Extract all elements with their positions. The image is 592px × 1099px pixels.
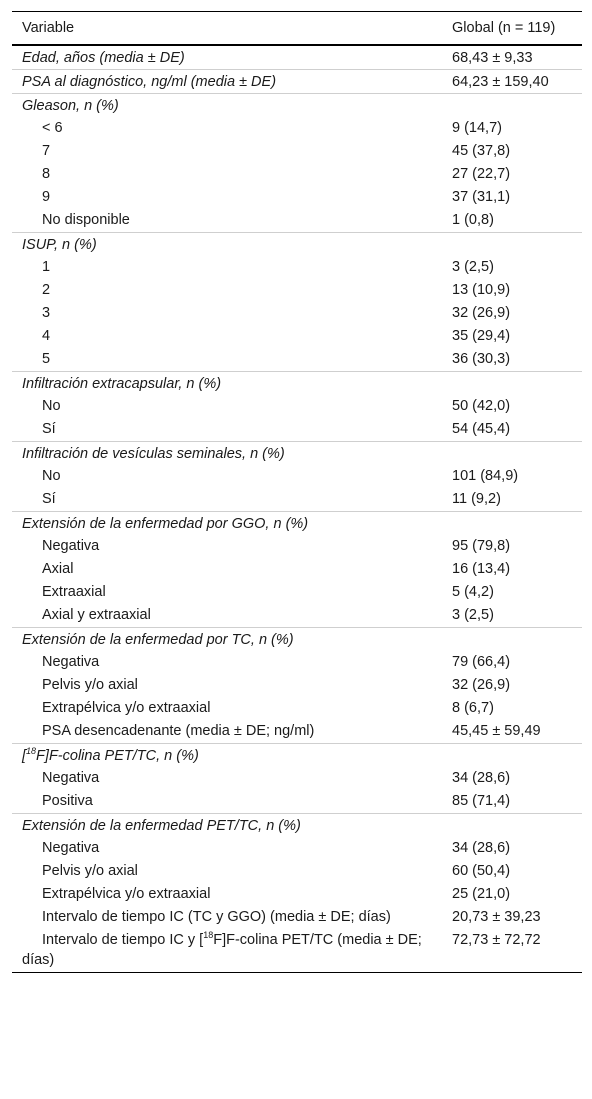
table-row (12, 767, 582, 790)
row-label: Negativa (42, 840, 100, 856)
row-value: 95 (79,8) (452, 538, 511, 554)
header-global: Global (n = 119) (452, 20, 556, 36)
row-value: 8 (6,7) (452, 700, 494, 716)
row-value (440, 630, 582, 650)
row-value: 64,23 ± 159,40 (452, 74, 549, 90)
row-label: 9 (42, 189, 51, 205)
table-row (12, 302, 582, 325)
row-value (440, 514, 582, 534)
row-value (440, 235, 582, 255)
row-value (440, 816, 582, 836)
row-label: Extensión de la enfermedad por TC, n (%) (22, 632, 294, 648)
table-row (12, 117, 582, 140)
table-row (12, 674, 582, 697)
table-row (12, 558, 582, 581)
row-value: 11 (9,2) (452, 491, 501, 507)
table-header (12, 12, 582, 46)
row-value: 13 (10,9) (452, 282, 511, 298)
table-row (12, 279, 582, 302)
table-row (12, 790, 582, 813)
row-value: 34 (28,6) (452, 840, 511, 856)
row-value: 85 (71,4) (452, 793, 511, 809)
row-label: No (42, 398, 61, 414)
row-value: 35 (29,4) (452, 328, 511, 344)
row-label: Negativa (42, 654, 100, 670)
table-row (12, 325, 582, 348)
table-row (12, 651, 582, 674)
table-row (12, 186, 582, 209)
row-label: 2 (42, 282, 51, 298)
row-value: 37 (31,1) (452, 189, 511, 205)
table-row (12, 465, 582, 488)
table-row (12, 418, 582, 441)
category-row (12, 627, 582, 651)
row-value: 60 (50,4) (452, 863, 511, 879)
row-label: Extensión de la enfermedad PET/TC, n (%) (22, 818, 301, 834)
row-value: 3 (2,5) (452, 259, 494, 275)
row-label: Pelvis y/o axial (42, 677, 138, 693)
table-row (12, 837, 582, 860)
row-label: Intervalo de tiempo IC y [$^{18}$F]F-colina PET/TC (media ± DE; días) (22, 930, 422, 968)
table-row (12, 860, 582, 883)
row-label: Extraaxial (42, 584, 106, 600)
category-row (12, 69, 582, 93)
table-row (12, 604, 582, 627)
row-value: 79 (66,4) (452, 654, 511, 670)
row-value: 3 (2,5) (452, 607, 494, 623)
category-row (12, 511, 582, 535)
category-row (12, 232, 582, 256)
row-label: Gleason, n (%) (22, 98, 119, 114)
row-value: 1 (0,8) (452, 212, 494, 228)
row-label: 4 (42, 328, 51, 344)
row-value (440, 444, 582, 464)
row-label: Edad, años (media ± DE) (22, 50, 185, 66)
row-label: Negativa (42, 770, 100, 786)
header-variable: Variable (22, 20, 75, 36)
category-row (12, 46, 582, 69)
row-value: 32 (26,9) (452, 677, 511, 693)
data-table (12, 11, 582, 973)
row-value: 27 (22,7) (452, 166, 511, 182)
row-value (440, 746, 582, 766)
table-row (12, 256, 582, 279)
category-row (12, 93, 582, 117)
table-row (12, 883, 582, 906)
row-label: Pelvis y/o axial (42, 863, 138, 879)
table-row (12, 348, 582, 371)
row-label: 1 (42, 259, 51, 275)
row-label: Sí (42, 491, 56, 507)
row-value: 45 (37,8) (452, 143, 511, 159)
row-label: 5 (42, 351, 51, 367)
row-label: No disponible (42, 212, 130, 228)
row-label: [$^{18}$F]F-colina PET/TC, n (%) (22, 746, 199, 764)
row-value: 20,73 ± 39,23 (452, 909, 541, 925)
row-label: No (42, 468, 61, 484)
row-value: 25 (21,0) (452, 886, 511, 902)
table-row (12, 163, 582, 186)
table-row (12, 581, 582, 604)
row-label: < 6 (42, 120, 63, 136)
row-value: 68,43 ± 9,33 (452, 50, 533, 66)
category-row (12, 371, 582, 395)
table-row (12, 697, 582, 720)
row-label: Axial y extraaxial (42, 607, 151, 623)
row-value: 101 (84,9) (452, 468, 519, 484)
table-row (12, 535, 582, 558)
row-value: 45,45 ± 59,49 (452, 723, 541, 739)
row-label: Extrapélvica y/o extraaxial (42, 886, 211, 902)
row-label: Extensión de la enfermedad por GGO, n (%) (22, 516, 309, 532)
table-row (12, 395, 582, 418)
table-row (12, 488, 582, 511)
category-row (12, 441, 582, 465)
row-value: 32 (26,9) (452, 305, 511, 321)
table-body (12, 46, 582, 972)
row-label: 8 (42, 166, 51, 182)
row-label: Negativa (42, 538, 100, 554)
row-label: Sí (42, 421, 56, 437)
category-row (12, 743, 582, 767)
row-value: 36 (30,3) (452, 351, 511, 367)
table-row (12, 720, 582, 743)
row-label: 7 (42, 143, 51, 159)
row-value: 34 (28,6) (452, 770, 511, 786)
row-label: Infiltración extracapsular, n (%) (22, 376, 222, 392)
row-value: 9 (14,7) (452, 120, 502, 136)
row-label: Intervalo de tiempo IC (TC y GGO) (media ± DE; días) (42, 909, 391, 925)
row-label: Positiva (42, 793, 93, 809)
row-value (440, 96, 582, 116)
row-value: 16 (13,4) (452, 561, 511, 577)
row-label: Infiltración de vesículas seminales, n (%) (22, 446, 285, 462)
row-label: ISUP, n (%) (22, 237, 97, 253)
table-row (12, 929, 582, 972)
row-value: 72,73 ± 72,72 (452, 932, 541, 948)
row-value: 54 (45,4) (452, 421, 511, 437)
row-value: 50 (42,0) (452, 398, 511, 414)
category-row (12, 813, 582, 837)
row-value: 5 (4,2) (452, 584, 494, 600)
table-row (12, 209, 582, 232)
row-label: 3 (42, 305, 51, 321)
row-value (440, 374, 582, 394)
table-row (12, 140, 582, 163)
row-label: PSA desencadenante (media ± DE; ng/ml) (42, 723, 315, 739)
row-label: PSA al diagnóstico, ng/ml (media ± DE) (22, 74, 277, 90)
row-label: Extrapélvica y/o extraaxial (42, 700, 211, 716)
table-row (12, 906, 582, 929)
row-label: Axial (42, 561, 74, 577)
